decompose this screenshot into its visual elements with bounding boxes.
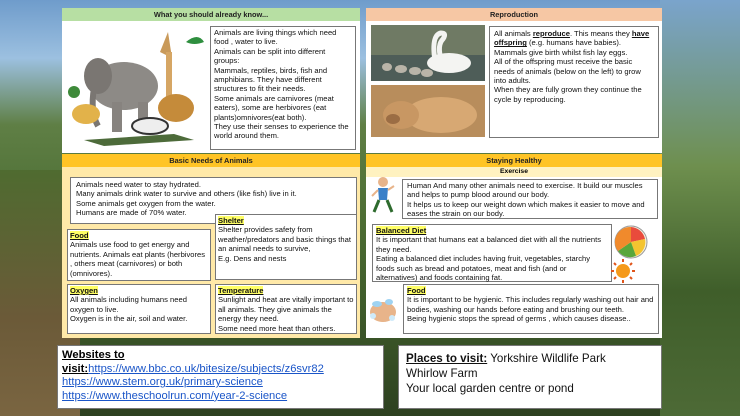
place-whirlow: Whirlow Farm [406, 367, 478, 380]
hygiene-title: Food [407, 286, 426, 295]
temperature-text: Sunlight and heat are vitally important to all animals. They give animals the energy they need. Some need more heat than others. [218, 295, 354, 333]
shelter-box [215, 214, 357, 280]
needs-title: Basic Needs of Animals [62, 154, 360, 167]
repro-p1e: (e.g. humans have babies). [526, 38, 622, 48]
repro-have-offspring: have offspring [494, 29, 650, 48]
hygiene-text: It is important to be hygienic. This includes regularly washing out hair and bodies, washing our hands before eating and brushing our teeth. Being hygienic stops the spread of germs , which causes disease.. [407, 295, 654, 324]
swans-image [371, 25, 485, 81]
animals-collage-image [64, 22, 208, 150]
temperature-box [215, 284, 357, 334]
place-garden-centre: Your local garden centre or pond [406, 382, 574, 395]
exercise-title: Exercise [366, 167, 662, 177]
exercise-text-box: Human And many other animals need to exercise. It build our muscles and helps to pump blood around our body. It helps us to keep our weight down which makes it easier to move and eases the strain on our body. [402, 179, 658, 219]
websites-label: Websites to visit: [62, 349, 125, 375]
repro-p3: All of the offspring must receive the basic needs of animals (below on the left) to grow into adults. [494, 57, 641, 86]
website-link-bbc[interactable]: https://www.bbc.co.uk/bitesize/subjects/z6svr82 [88, 362, 324, 375]
place-yorkshire: Yorkshire Wildlife Park [487, 352, 606, 365]
places-box [398, 345, 662, 409]
oxygen-box [67, 284, 211, 334]
repro-reproduce: reproduce [532, 29, 570, 38]
food-plate-image [614, 225, 648, 259]
reproduction-title: Reproduction [366, 8, 662, 21]
diet-text: It is important that humans eat a balanced diet with all the nutrients they need. Eating a balanced diet includes having fruit, vegetables, starchy foods such as bread and potatoes, meat and fish (and or alternatives) and foods containing fat. [376, 235, 601, 283]
food-needs-title: Food [70, 231, 89, 240]
places-label: Places to visit: [406, 352, 488, 365]
running-boy-image [370, 176, 396, 216]
healthy-title: Staying Healthy [366, 154, 662, 167]
oxygen-text: All animals including humans need oxygen to live. Oxygen is in the air, soil and water. [70, 295, 188, 324]
know-title: What you should already know... [62, 8, 360, 21]
website-link-schoolrun[interactable]: https://www.theschoolrun.com/year-2-science [62, 389, 288, 402]
repro-p1a: All animals [494, 29, 533, 38]
shelter-text: Shelter provides safety from weather/predators and basic things that an animal needs to survive, E.g. Dens and nests [218, 225, 351, 263]
websites-box [57, 345, 384, 409]
diet-title: Balanced Diet [376, 226, 427, 235]
food-needs-text: Animals use food to get energy and nutrients. Animals eat plants (herbivores , others meat (carnivores) or both (omnivores). [70, 240, 206, 278]
repro-p2: Mammals give birth whilst fish lay eggs. [494, 47, 628, 57]
background-trees-right [660, 0, 740, 416]
oxygen-title: Oxygen [70, 286, 98, 295]
repro-p1c: . This means they [569, 29, 632, 38]
shelter-title: Shelter [218, 216, 244, 225]
food-needs-box [67, 229, 211, 281]
water-text-box: Animals need water to stay hydrated. Many animals drink water to survive and others (like fish) live in it. Some animals get oxygen from the water. Humans are made of 70% water. [70, 177, 357, 224]
lions-image [371, 85, 485, 137]
hygiene-box [403, 284, 659, 334]
sun-image [608, 258, 638, 284]
website-link-stem[interactable]: https://www.stem.org.uk/primary-science [62, 376, 263, 389]
handwashing-image [367, 290, 399, 332]
repro-p4: When they are fully grown they continue the cycle by reproducing. [494, 85, 642, 104]
know-text-box: Animals are living things which need food , water to live. Animals can be split into different groups: Mammals, reptiles, birds, fish and amphibians. They have different structures to fit their needs. Some animals are carnivores (meat eaters), some are herbivores (eat plants)omnivores(eat both). They use their senses to experience the world around them. [210, 26, 356, 150]
reproduction-text-box [489, 26, 659, 138]
temperature-title: Temperature [218, 286, 264, 295]
diet-box [372, 224, 612, 282]
